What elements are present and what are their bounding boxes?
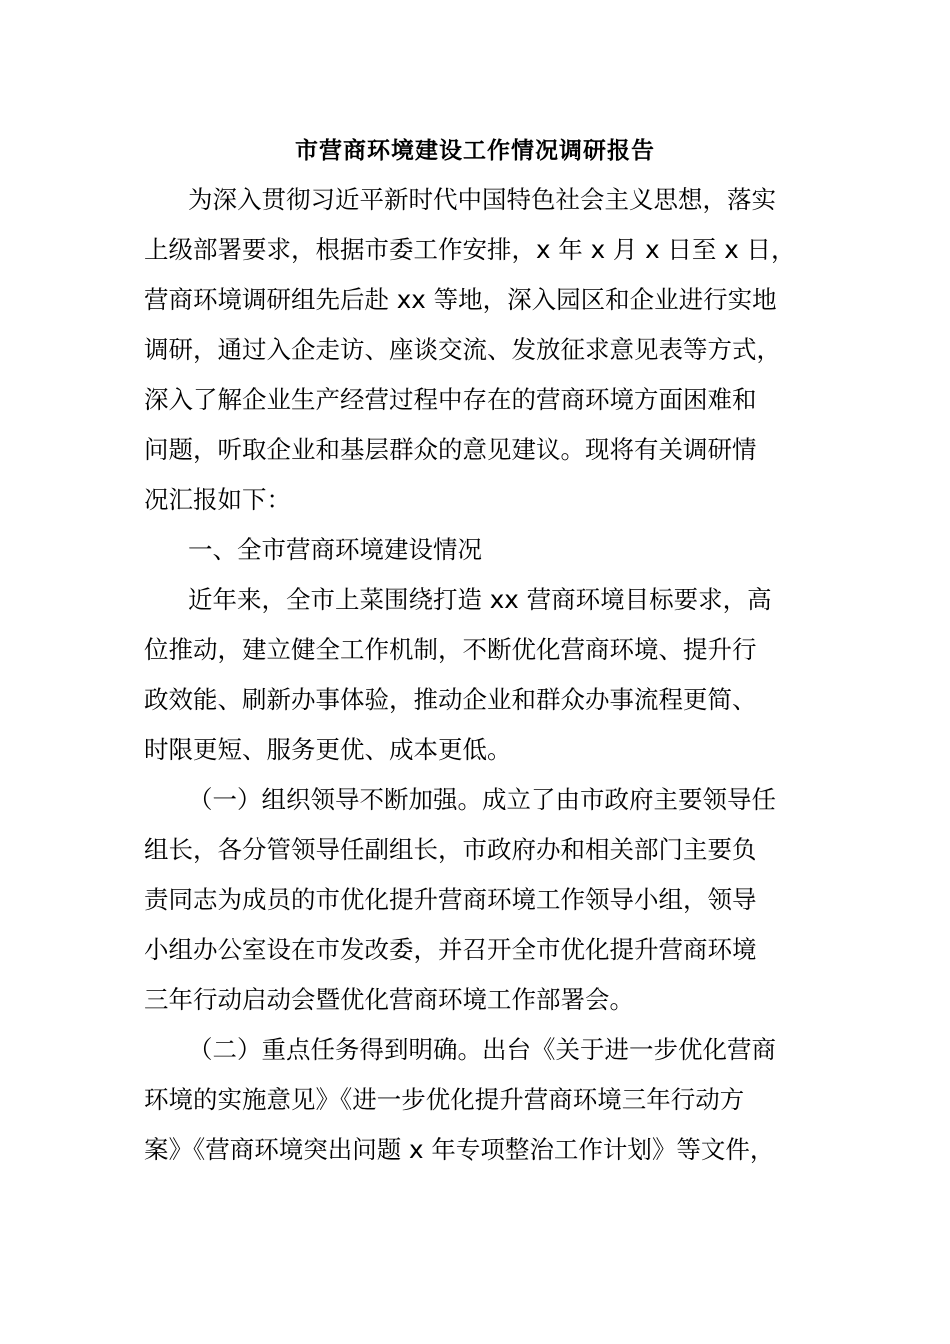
paragraph-line: 责同志为成员的市优化提升营商环境工作领导小组，领导 xyxy=(144,885,757,914)
paragraph-line: 况汇报如下： xyxy=(144,485,291,514)
paragraph-line: 位推动，建立健全工作机制，不断优化营商环境、提升行 xyxy=(144,635,757,664)
paragraph-line: 深入了解企业生产经营过程中存在的营商环境方面困难和 xyxy=(144,385,757,414)
paragraph-line: 环境的实施意见》《进一步优化提升营商环境三年行动方 xyxy=(144,1085,745,1114)
document-title: 市营商环境建设工作情况调研报告 xyxy=(295,138,655,164)
document-body xyxy=(144,180,806,1180)
paragraph-line: 上级部署要求，根据市委工作安排，x 年 x 月 x 日至 x 日， xyxy=(144,235,796,264)
paragraph-line: 调研，通过入企走访、座谈交流、发放征求意见表等方式， xyxy=(144,335,781,364)
paragraph-line: （一）组织领导不断加强。成立了由市政府主要领导任 xyxy=(188,785,776,814)
paragraph-line: 近年来，全市上菜围绕打造 xx 营商环境目标要求，高 xyxy=(188,585,772,614)
paragraph-line: 组长，各分管领导任副组长，市政府办和相关部门主要负 xyxy=(144,835,757,864)
paragraph-line: 营商环境调研组先后赴 xx 等地，深入园区和企业进行实地 xyxy=(144,285,777,314)
paragraph-line: （二）重点任务得到明确。出台《关于进一步优化营商 xyxy=(188,1035,776,1064)
paragraph-line: 三年行动启动会暨优化营商环境工作部署会。 xyxy=(144,985,634,1014)
paragraph-line: 小组办公室设在市发改委，并召开全市优化提升营商环境 xyxy=(144,935,757,964)
paragraph-line: 问题，听取企业和基层群众的意见建议。现将有关调研情 xyxy=(144,435,757,464)
section-heading: 一、全市营商环境建设情况 xyxy=(188,535,482,564)
paragraph-line: 政效能、刷新办事体验，推动企业和群众办事流程更简、 xyxy=(144,685,757,714)
paragraph-line: 案》《营商环境突出问题 x 年专项整治工作计划》等文件， xyxy=(144,1135,775,1164)
paragraph-line: 为深入贯彻习近平新时代中国特色社会主义思想，落实 xyxy=(188,185,776,214)
paragraph-line: 时限更短、服务更优、成本更低。 xyxy=(144,735,512,764)
